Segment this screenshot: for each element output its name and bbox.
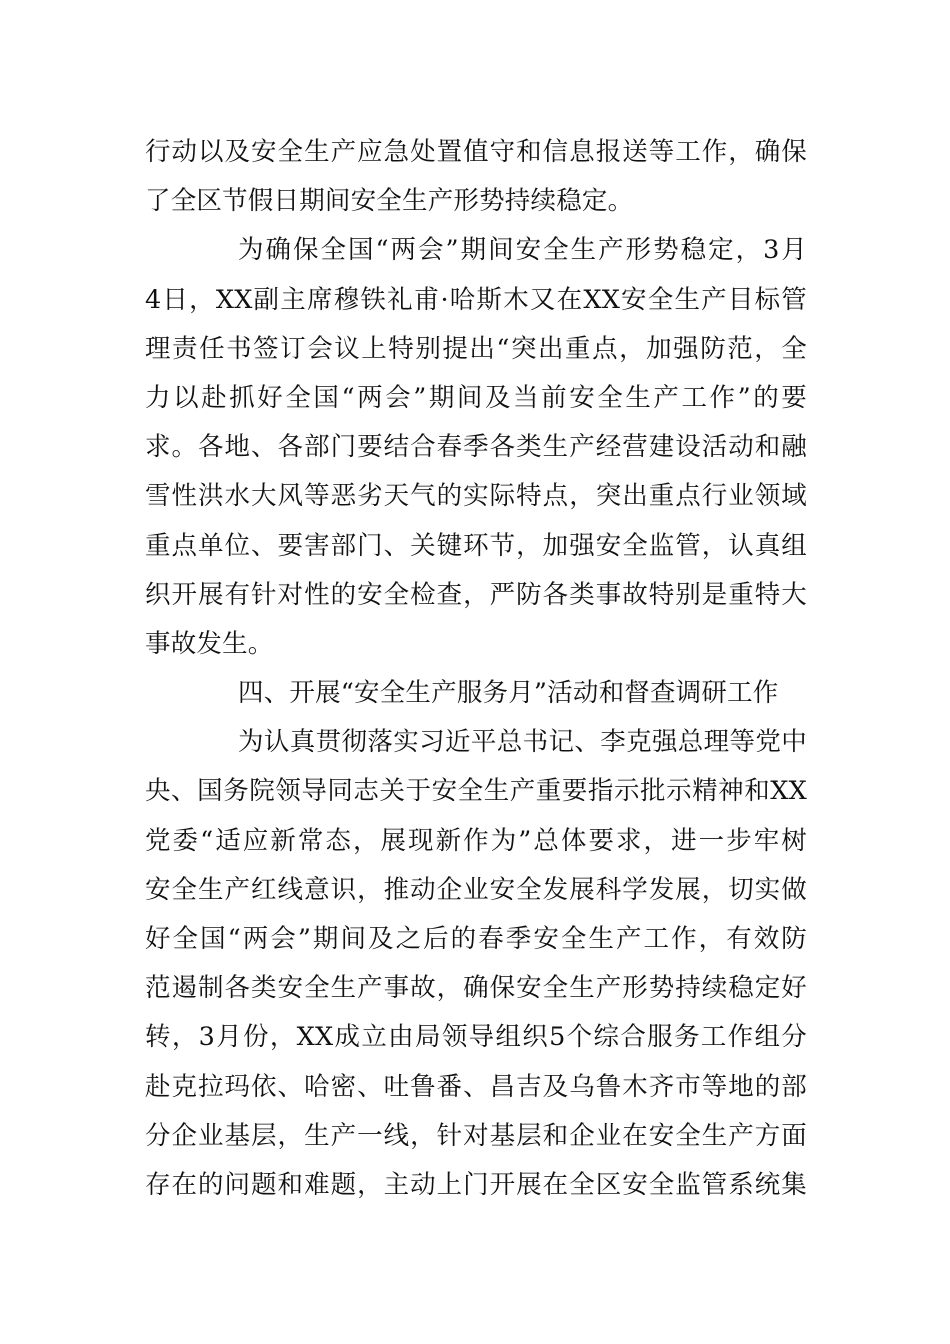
section-heading: 四、开展“安全生产服务月”活动和督查调研工作 <box>238 678 779 709</box>
paragraph-line: 4日，XX副主席穆铁礼甫·哈斯木又在XX安全生产目标管 <box>145 284 807 315</box>
paragraph-line: 行动以及安全生产应急处置值守和信息报送等工作，确保 <box>145 137 807 167</box>
paragraph-line: 为确保全国“两会”期间安全生产形势稳定，3月 <box>238 235 807 266</box>
paragraph-line: 为认真贯彻落实习近平总书记、李克强总理等党中 <box>238 727 807 758</box>
paragraph-line: 了全区节假日期间安全生产形势持续稳定。 <box>145 186 634 217</box>
paragraph-line: 央、国务院领导同志关于安全生产重要指示批示精神和XX <box>145 776 807 807</box>
paragraph-line: 赴克拉玛依、哈密、吐鲁番、昌吉及乌鲁木齐市等地的部 <box>145 1071 807 1102</box>
paragraph-line: 力以赴抓好全国“两会”期间及当前安全生产工作”的要 <box>145 382 807 413</box>
paragraph-line: 事故发生。 <box>145 628 274 659</box>
paragraph-line: 范遏制各类安全生产事故，确保安全生产形势持续稳定好 <box>145 973 807 1004</box>
paragraph-line: 雪性洪水大风等恶劣天气的实际特点，突出重点行业领域 <box>145 481 807 512</box>
paragraph-line: 理责任书签订会议上特别提出“突出重点，加强防范，全 <box>145 333 807 364</box>
paragraph-line: 转，3月份，XX成立由局领导组织5个综合服务工作组分 <box>145 1022 807 1053</box>
paragraph-line: 存在的问题和难题，主动上门开展在全区安全监管系统集 <box>145 1169 807 1200</box>
paragraph-line: 织开展有针对性的安全检查，严防各类事故特别是重特大 <box>145 579 807 610</box>
paragraph-line: 分企业基层，生产一线，针对基层和企业在安全生产方面 <box>145 1120 807 1151</box>
paragraph-line: 党委“适应新常态，展现新作为”总体要求，进一步牢树 <box>145 825 807 856</box>
document-body <box>145 128 807 1210</box>
paragraph-line: 安全生产红线意识，推动企业安全发展科学发展，切实做 <box>145 874 807 905</box>
paragraph-line: 好全国“两会”期间及之后的春季安全生产工作，有效防 <box>145 924 807 954</box>
paragraph-line: 重点单位、要害部门、关键环节，加强安全监管，认真组 <box>145 530 807 561</box>
paragraph-line: 求。各地、各部门要结合春季各类生产经营建设活动和融 <box>145 432 807 463</box>
